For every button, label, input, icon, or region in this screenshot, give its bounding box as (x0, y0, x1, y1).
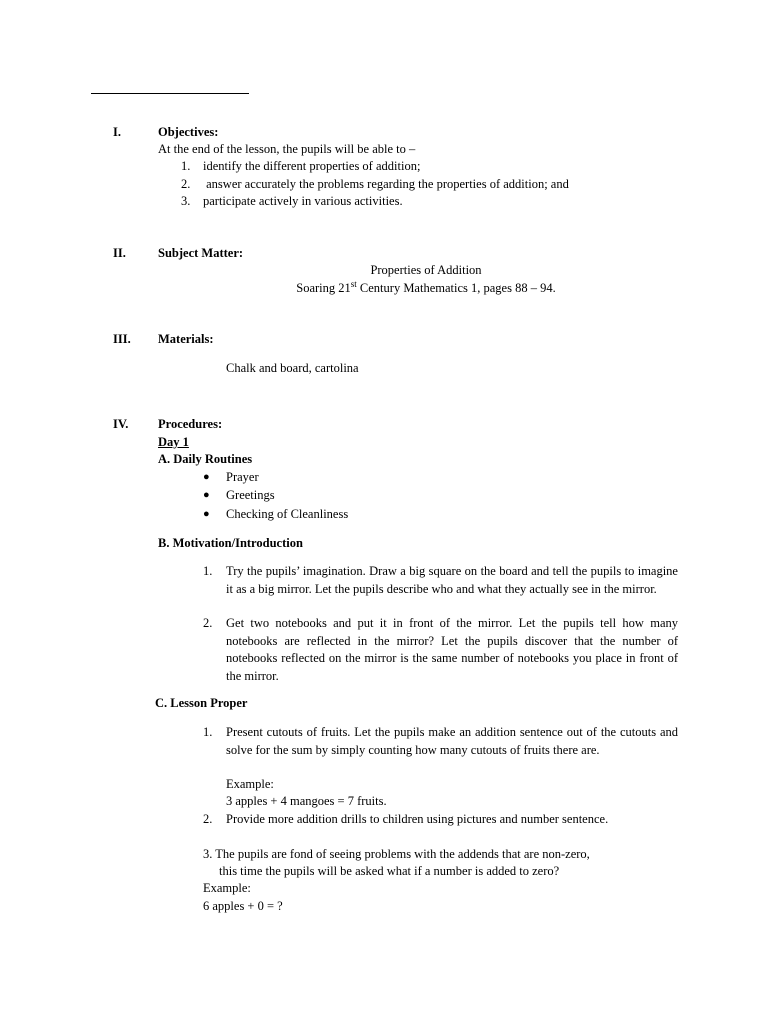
bullet-icon: ● (203, 489, 210, 501)
motivation-number: 1. (203, 564, 213, 578)
objective-item: identify the different properties of addition; (203, 159, 421, 173)
section-number-subject-matter: II. (113, 246, 126, 260)
objective-item: answer accurately the problems regarding the properties of addition; and (203, 177, 569, 191)
example-equation: 6 apples + 0 = ? (203, 899, 283, 913)
subject-matter-reference (158, 280, 694, 298)
lesson-number: 1. (203, 725, 213, 739)
name-blank-line (91, 93, 249, 94)
motivation-item: Get two notebooks and put it in front of the mirror. Let the pupils tell how many notebooks are reflected in the mirror? Let the pupils discover that the number of notebooks reflected on the mirror is the same number of notebooks you place in front of the mirror. (226, 616, 678, 683)
example-equation: 3 apples + 4 mangoes = 7 fruits. (226, 794, 387, 808)
routine-item: Prayer (226, 470, 259, 484)
subject-matter-title: Properties of Addition (370, 263, 482, 277)
objectives-intro: At the end of the lesson, the pupils will be able to – (158, 142, 416, 156)
motivation-heading: B. Motivation/Introduction (158, 536, 303, 550)
daily-routines-heading: A. Daily Routines (158, 452, 253, 466)
reference-prefix: Soaring 21 (296, 281, 351, 295)
section-number-procedures: IV. (113, 417, 129, 431)
subject-matter-heading: Subject Matter: (158, 246, 244, 260)
objective-number: 2. (181, 177, 191, 191)
lesson-number: 2. (203, 812, 213, 826)
lesson-proper-heading: C. Lesson Proper (155, 696, 248, 710)
routine-item: Checking of Cleanliness (226, 507, 349, 521)
objectives-heading: Objectives: (158, 125, 219, 139)
routine-item: Greetings (226, 488, 275, 502)
example-label: Example: (203, 881, 251, 895)
lesson-item: Provide more addition drills to children using pictures and number sentence. (226, 812, 609, 826)
lesson-item-3-line-2: this time the pupils will be asked what if a number is added to zero? (219, 864, 560, 878)
day-heading: Day 1 (158, 435, 189, 449)
materials-text: Chalk and board, cartolina (226, 361, 359, 375)
procedures-heading: Procedures: (158, 417, 223, 431)
section-number-materials: III. (113, 332, 131, 346)
motivation-number: 2. (203, 616, 213, 630)
bullet-icon: ● (203, 508, 210, 520)
objective-number: 3. (181, 194, 191, 208)
example-label: Example: (226, 777, 274, 791)
lesson-item: Present cutouts of fruits. Let the pupils make an addition sentence out of the cutouts and solve for the sum by simply counting how many cutouts of fruits there are. (226, 725, 678, 757)
materials-heading: Materials: (158, 332, 214, 346)
bullet-icon: ● (203, 471, 210, 483)
subject-matter-title-row (158, 262, 694, 280)
objective-number: 1. (181, 159, 191, 173)
objective-item: participate actively in various activities. (203, 194, 403, 208)
reference-suffix: Century Mathematics 1, pages 88 – 94. (356, 281, 556, 295)
section-number-objectives: I. (113, 125, 121, 139)
motivation-item: Try the pupils’ imagination. Draw a big square on the board and tell the pupils to imagine it as a big mirror. Let the pupils describe who and what they actually see in the mirror. (226, 564, 678, 596)
lesson-item-3-line-1: 3. The pupils are fond of seeing problems with the addends that are non-zero, (203, 847, 590, 861)
reference-superscript: st (350, 278, 357, 289)
